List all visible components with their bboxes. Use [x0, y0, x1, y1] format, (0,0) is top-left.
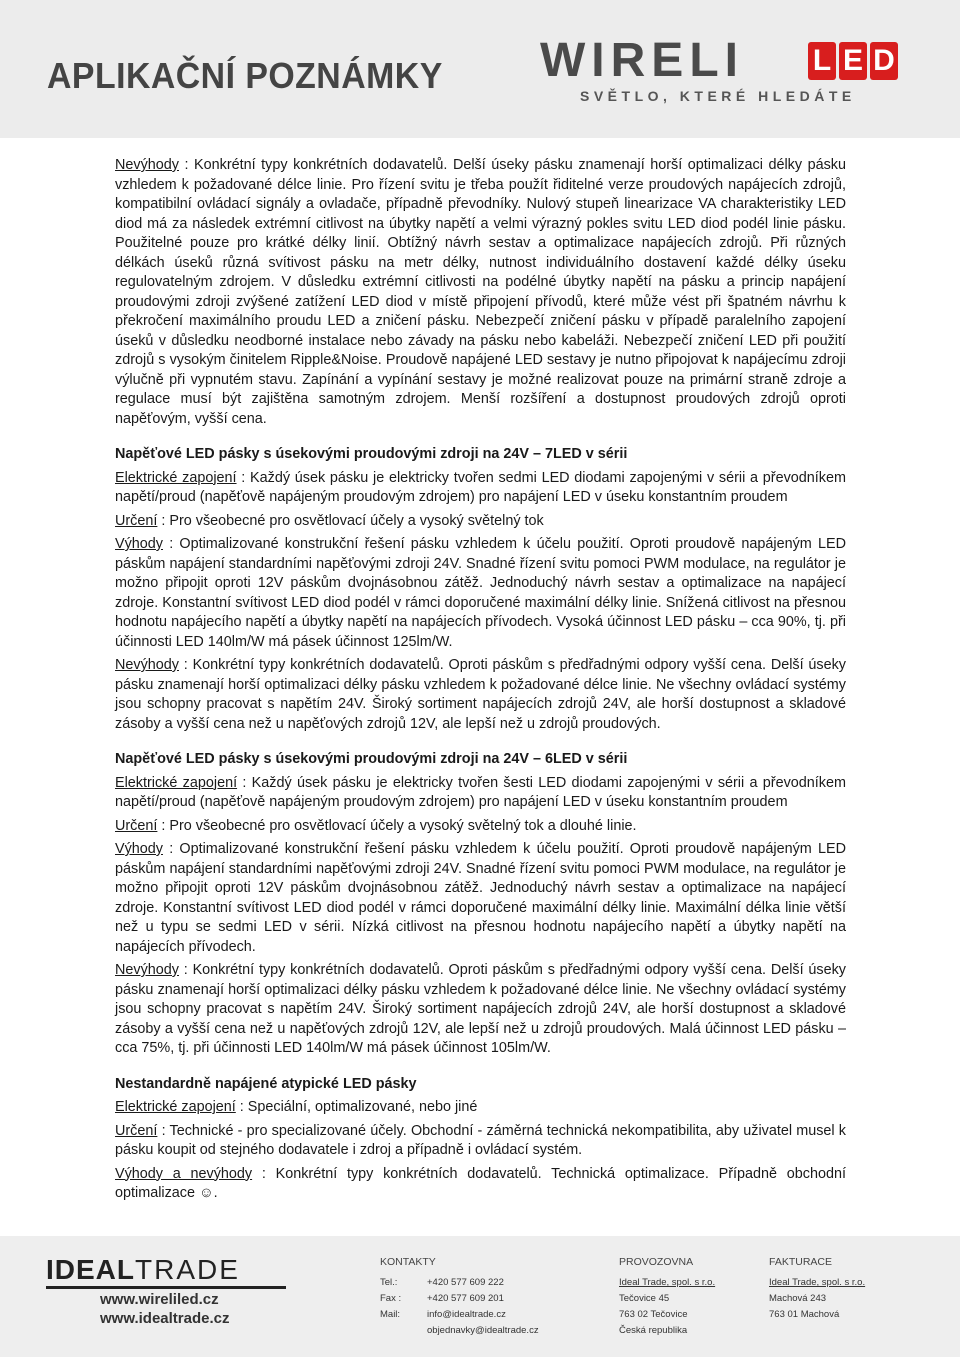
footer-provozovna	[619, 1254, 715, 1339]
logo-led-letter: D	[870, 42, 898, 80]
paragraph-text: : Konkrétní typy konkrétních dodavatelů. Oproti páskům s předřadnými odpory vyšší cena. Delší úseky pásku znamenají horší optimalizaci délky pásku vzhledem k požadované délce linie. Ne všechny ovládací systémy jsou schopny pracovat s napětím 24V. Široký sortiment napájecích zdrojů 24V, ale horší dostupnost a skladové zásoby a vyšší cena než u napěťových zdrojů 12V, ale lepší než u zdrojů proudových. Malá účinnost LED pásku – cca 75%, tj. při účinnosti LED 140lm/W má pásek účinnost 105lm/W.	[115, 962, 846, 1056]
term-label: Nevýhody	[115, 157, 179, 173]
paragraph-text: : Speciální, optimalizované, nebo jiné	[235, 1099, 478, 1115]
term-label: Nevýhody	[115, 962, 179, 978]
company-name: Ideal Trade, spol. s r.o.	[619, 1277, 716, 1288]
logo-underline	[46, 1286, 286, 1289]
section-paragraph	[115, 512, 846, 532]
term-label: Určení	[115, 512, 158, 529]
logo-led-letter: E	[839, 42, 867, 80]
contact-row	[380, 1291, 539, 1307]
intro-paragraph	[115, 156, 846, 429]
term-label: Určení	[115, 817, 158, 834]
section-paragraph	[115, 656, 846, 734]
section-paragraph	[115, 1122, 846, 1161]
section-heading: Nestandardně napájené atypické LED pásky	[115, 1075, 417, 1092]
paragraph-text: : Konkrétní typy konkrétních dodavatelů. Technická optimalizace. Případně obchodní optimalizace ☺.	[115, 1165, 846, 1201]
contact-row	[380, 1307, 539, 1323]
website-link[interactable]: www.wireliled.cz	[100, 1291, 219, 1308]
page-header	[0, 0, 960, 138]
term-label: Elektrické zapojení	[115, 774, 238, 791]
paragraph-text: : Optimalizované konstrukční řešení pásku vzhledem k účelu použití. Oproti proudově napájeným LED páskům napájení standardními napěťovými zdroji 24V. Snadné řízení svitu pomoci PWM modulace, na regulátor je možno připojit oproti 12V páskům dvojnásobnou zátěž. Jednoduchý návrh sestav a optimalizace na napájecí zdroje. Konstantní svítivost LED diod podél v rámci doporučené maximální délky linie. Snížená citlivost na přesnou hodnotu napájecího napětí a úbytky napětí na napájecích přívodech. Vysoká účinnost LED pásku – cca 90%, tj. při účinnosti LED 140lm/W má pásek účinnost 125lm/W.	[115, 536, 846, 650]
wireli-led-logo	[540, 36, 920, 106]
paragraph-text: : Optimalizované konstrukční řešení pásku vzhledem k účelu použití. Oproti proudově napájeným LED páskům napájení standardními napěťovými zdroji 24V. Snadné řízení svitu pomoci PWM modulace, na regulátor je možno připojit oproti 12V páskům dvojnásobnou zátěž. Jednoduchý návrh sestav a optimalizace na napájecí zdroje. Konstantní svítivost LED diod podél v rámci doporučené maximální délky linie. Maximální délka linie větší než u typu se sedmi LED v sérii. Nízká citlivost na přesnou hodnotu napájecího napětí a úbytky napětí na napájecích přívodech.	[115, 841, 846, 955]
email-link[interactable]: info@idealtrade.cz	[427, 1309, 506, 1320]
address-line: Česká republika	[619, 1325, 688, 1336]
section-paragraph	[115, 774, 846, 813]
paragraph-text: : Konkrétní typy konkrétních dodavatelů. Oproti páskům s předřadnými odpory vyšší cena. Delší úseky pásku znamenají horší optimalizaci délky pásku vzhledem k požadované délce linie. Ne všechny ovládací systémy jsou schopny pracovat s napětím 24V. Široký sortiment napájecích zdrojů 24V, ale horší dostupnost a skladové zásoby a vyšší cena než u napěťových zdrojů 12V, ale lepší než u zdrojů proudových.	[115, 657, 846, 732]
section-paragraph	[115, 535, 846, 652]
section-paragraph	[115, 1098, 846, 1118]
footer-contacts	[380, 1254, 539, 1339]
contact-label: Mail:	[380, 1309, 401, 1320]
address-line: 763 02 Tečovice	[619, 1309, 688, 1320]
idealtrade-logo	[46, 1254, 240, 1286]
paragraph-text: : Každý úsek pásku je elektricky tvořen šesti LED diodami zapojenými v sérii a převodníkem napětí/proud (napěťově napájeným proudovým zdrojem) pro napájení LED v úseku konstantním proudem	[115, 774, 846, 810]
term-label: Výhody a nevýhody	[115, 1165, 253, 1182]
document-body	[115, 156, 846, 1208]
section-paragraph	[115, 1165, 846, 1204]
page-footer	[0, 1236, 960, 1357]
document-title: APLIKAČNÍ POZNÁMKY	[47, 55, 443, 96]
term-label: Elektrické zapojení	[115, 1099, 236, 1115]
phone-number: +420 577 609 222	[427, 1277, 504, 1288]
section-heading: Napěťové LED pásky s úsekovými proudovými zdroji na 24V – 6LED v sérii	[115, 751, 628, 767]
logo-led-letter: L	[808, 42, 836, 80]
fax-number: +420 577 609 201	[427, 1293, 504, 1304]
section-paragraph	[115, 817, 846, 837]
contact-label: Tel.:	[380, 1277, 398, 1288]
paragraph-text: : Pro všeobecné pro osvětlovací účely a vysoký světelný tok	[157, 512, 544, 529]
section-heading: Napěťové LED pásky s úsekovými proudovými zdroji na 24V – 7LED v sérii	[115, 446, 628, 462]
paragraph-text: : Pro všeobecné pro osvětlovací účely a vysoký světelný tok a dlouhé linie.	[157, 817, 637, 834]
contact-row	[380, 1323, 539, 1339]
address-line: Tečovice 45	[619, 1293, 670, 1304]
term-label: Výhody	[115, 841, 163, 857]
section-paragraph	[115, 469, 846, 508]
column-heading: KONTAKTY	[380, 1256, 436, 1268]
paragraph-text: : Technické - pro specializované účely. Obchodní - záměrná technická nekompatibilita, aby uživatel musel k pásku koupit od stejného dodavatele i zdroj a případně i ovládací systém.	[115, 1122, 846, 1158]
email-link[interactable]: objednavky@idealtrade.cz	[427, 1325, 539, 1336]
contact-row	[380, 1275, 539, 1291]
section-paragraph	[115, 961, 846, 1059]
section-paragraph	[115, 840, 846, 957]
term-label: Elektrické zapojení	[115, 469, 237, 486]
contact-label-spacer	[380, 1323, 427, 1339]
column-heading: FAKTURACE	[769, 1256, 833, 1268]
company-name: Ideal Trade, spol. s r.o.	[769, 1277, 866, 1288]
website-link[interactable]: www.idealtrade.cz	[100, 1310, 230, 1327]
logo-led-boxes	[808, 42, 898, 82]
term-label: Nevýhody	[115, 657, 179, 673]
paragraph-text: : Konkrétní typy konkrétních dodavatelů. Delší úseky pásku znamenají horší optimalizaci délky pásku vzhledem k požadované délce linie. Pro řízení svitu je třeba použít řiditelné verze proudových napájecích zdrojů, kompatibilní ovládací signály a ovladače, případně převodníky. Nulový stupeň linearizace VA charakteristiky LED diod má za následek extrémní citlivost na úbytky napětí a velmi výrazný pokles svitu LED diod podél linie pásku. Použitelné pouze pro krátké délky linií. Obtížný návrh sestav a optimalizace napájecích zdrojů. Při různých délkách úseků různá svítivost pásku na metr délky, nutnost individuálního dostavení každé délky úseku regulovatelným zdrojem. V důsledku extrémní citlivosti na podélné úbytky napětí na pásku a princip napájení proudovými zdroji zvýšené zatížení LED diod v místě připojení přívodů, které může vést při špatném návrhu k překročení maximálního proudu LED a zničení pásku. Nebezpečí zničení pásku v případě paralelního zapojení úseků v důsledku neodborné instalace nebo závady na pásku nebo kabeláži. Nebezpečí zničení LED při použití zdrojů s vysokým činitelem Ripple&Noise. Proudově napájené LED sestavy je nutno připojovat k napájecímu zdroji výlučně při vypnutém stavu. Zapínání a vypínání sestavy je možné realizovat pouze na primární straně zdroje a regulace musí být zajištěna samotným zdrojem. Menší rozšíření a dostupnost proudových zdrojů oproti napěťovým, vyšší cena.	[115, 157, 846, 427]
address-line: 763 01 Machová	[769, 1309, 840, 1320]
contact-label: Fax :	[380, 1293, 402, 1304]
logo-tagline: SVĚTLO, KTERÉ HLEDÁTE	[580, 88, 856, 104]
term-label: Určení	[115, 1122, 158, 1139]
paragraph-text: : Každý úsek pásku je elektricky tvořen sedmi LED diodami zapojenými v sérii a převodníkem napětí/proud (napěťově napájeným proudovým zdrojem) pro napájení LED v úseku konstantním proudem	[115, 469, 846, 505]
logo-wordmark: WIRELI	[540, 34, 744, 87]
address-line: Machová 243	[769, 1293, 827, 1304]
logo-part-light: TRADE	[135, 1254, 240, 1285]
footer-websites	[100, 1290, 230, 1328]
footer-fakturace	[769, 1254, 865, 1323]
column-heading: PROVOZOVNA	[619, 1256, 694, 1268]
logo-part-bold: IDEAL	[46, 1254, 135, 1285]
term-label: Výhody	[115, 536, 163, 552]
